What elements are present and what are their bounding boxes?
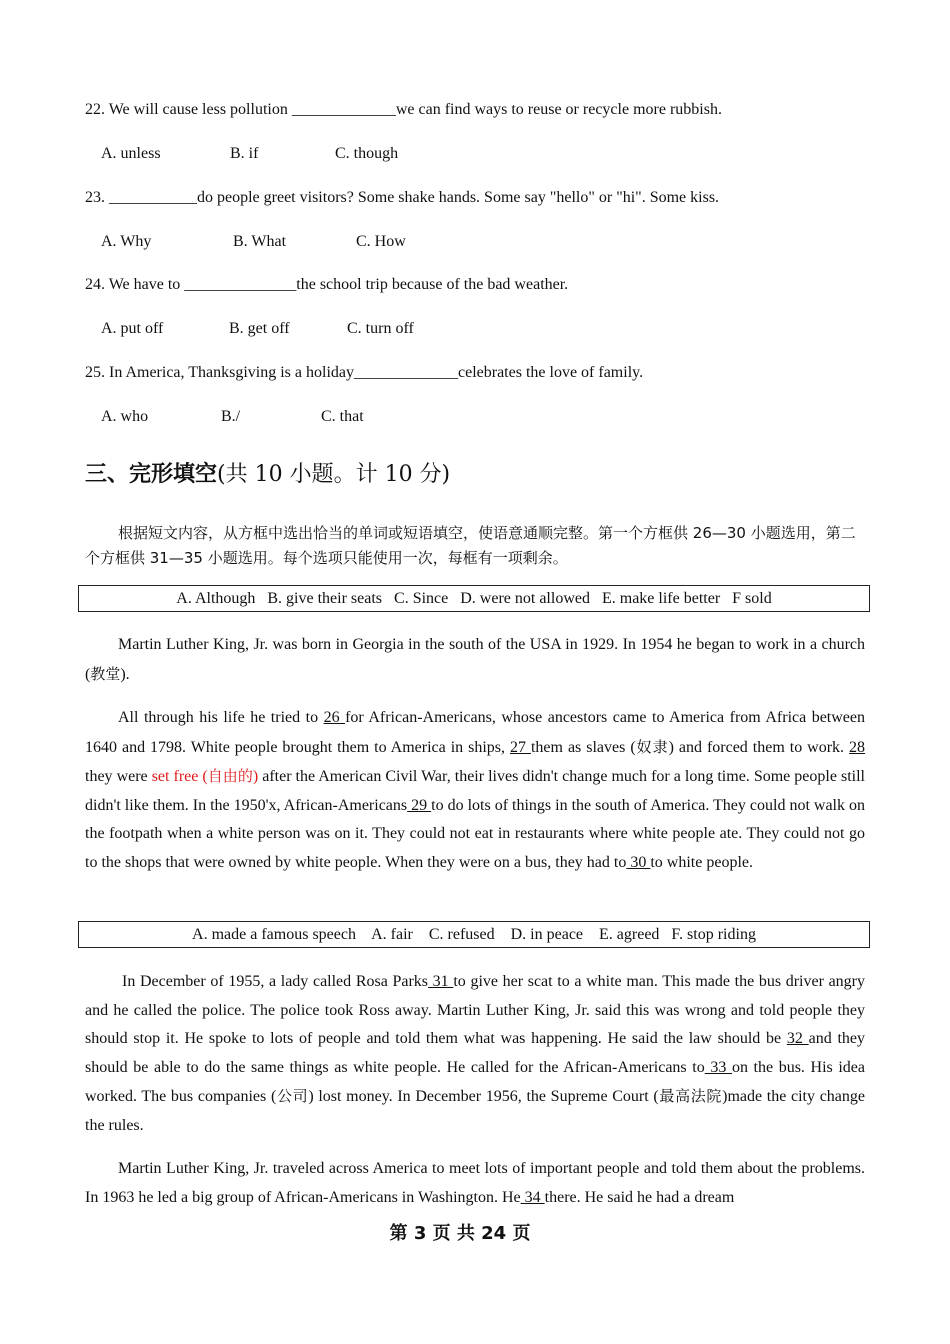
paragraph-3-text: In December of 1955, a lady called Rosa Parks [122, 973, 429, 990]
blank-27: 27 [510, 738, 531, 756]
paragraph-3-chinese-gloss: 公司 [276, 1087, 309, 1105]
paragraph-2-text: to white people. [650, 853, 753, 871]
page-number-footer: 第 3 页 共 24 页 [389, 1223, 531, 1244]
red-annotation [152, 768, 258, 785]
question-24-option-a: A. put off [101, 320, 164, 337]
passage-paragraph-3 [85, 968, 865, 1140]
blank-29: 29 [407, 796, 432, 814]
paragraph-2-text: them as slaves ( [530, 738, 636, 756]
question-25-option-b: B./ [221, 408, 241, 425]
paragraph-3-text: ) lost money. In December 1956, the Supreme Court ( [308, 1088, 659, 1105]
question-24-stem: 24. We have to ______________the school trip because of the bad weather. [85, 276, 569, 293]
question-23-option-a: A. Why [101, 233, 152, 250]
word-box-1: A. Although B. give their seats C. Since D. were not allowed E. make life better F sold [78, 585, 870, 612]
paragraph-3-text: )made the city change the rules. [85, 1088, 865, 1134]
paragraph-2-chinese-gloss: 奴隶 [635, 737, 669, 756]
red-annotation-chinese: 自由的 [207, 767, 253, 785]
blank-31: 31 [428, 973, 454, 990]
blank-30: 30 [626, 853, 651, 871]
blank-26: 26 [323, 709, 346, 726]
red-annotation-text: set free ( [151, 768, 208, 785]
paragraph-2-text: ) and forced them to work. [668, 738, 850, 756]
paragraph-3-chinese-gloss: 最高法院 [658, 1087, 723, 1105]
passage-paragraph-2 [85, 704, 865, 877]
section-heading [85, 459, 450, 490]
question-25-option-a: A. who [101, 408, 149, 425]
question-25-stem: 25. In America, Thanksgiving is a holiday_____________celebrates the love of family. [85, 364, 644, 381]
question-22-option-b: B. if [230, 145, 259, 162]
passage-paragraph-4 [85, 1155, 865, 1212]
section-instructions: 根据短文内容，从方框中选出恰当的单词或短语填空，使语意通顺完整。第一个方框供 26—30 小题选用，第二个方框供 31—35 小题选用。每个选项只能使用一次，每框有一项剩余。 [85, 524, 856, 567]
section-heading-number: 三、完形填空 [85, 462, 218, 487]
blank-32: 32 [786, 1030, 809, 1047]
question-23-stem: 23. ___________do people greet visitors? Some shake hands. Some say "hello" or "hi". Some kiss. [85, 189, 720, 206]
question-24-option-b: B. get off [229, 320, 290, 337]
question-22-stem: 22. We will cause less pollution _____________we can find ways to reuse or recycle more rubbish. [85, 101, 722, 118]
question-22-option-a: A. unless [101, 145, 161, 162]
blank-28: 28 [849, 738, 866, 756]
red-annotation-end: ) [252, 768, 259, 785]
paragraph-2-text: for African-Americans, whose ancestors came to America from Africa between 1640 and 1798. White people brought them to America in ships, [85, 709, 866, 756]
paragraph-2-text: after the American Civil War, their lives didn't change much for a long time. Some people still didn't like them. In the 1950'x, African-Americans [85, 768, 865, 814]
paragraph-1-chinese-gloss: 教堂 [90, 664, 121, 683]
paragraph-3-text: to give her scat to a white man. This made the bus driver angry and he called the police. The police took Ross away. Martin Luther King, Jr. said this was wrong and told people they should stop it. He spoke to lots of people and told them what was happening. He said the law should be [85, 973, 865, 1047]
section-heading-points: (共 10 小题。计 10 分) [217, 462, 451, 487]
question-22-option-c: C. though [335, 145, 399, 162]
paragraph-4-text: Martin Luther King, Jr. traveled across America to meet lots of important people and told them about the problems. In 1963 he led a big group of African-Americans in Washington. He [85, 1160, 865, 1206]
blank-34: 34 [520, 1188, 545, 1206]
question-23-option-c: C. How [356, 233, 406, 250]
question-25-option-c: C. that [321, 408, 364, 425]
question-23-option-b: B. What [233, 233, 287, 250]
word-box-2: A. made a famous speech A. fair C. refused D. in peace E. agreed F. stop riding [78, 921, 870, 948]
paragraph-3-text: and they should be able to do the same things as white people. He called for the African-Americans to [85, 1030, 866, 1076]
paragraph-2-text: to do lots of things in the south of America. They could not walk on the footpath when a white person was on it. They could not eat in restaurants where white people ate. They could not go to the shops that were owned by white people. When they were on a bus, they had to [85, 796, 865, 871]
paragraph-4-text: there. He said he had a dream [544, 1188, 735, 1206]
paragraph-3-text: on the bus. His idea worked. The bus companies ( [85, 1058, 866, 1105]
paragraph-1-end: ). [120, 665, 130, 683]
paragraph-2-text: they were [85, 768, 152, 785]
blank-33: 33 [704, 1058, 732, 1076]
passage-paragraph-1 [85, 631, 865, 689]
paragraph-2-text: All through his life he tried to [118, 709, 324, 726]
paragraph-1-text: Martin Luther King, Jr. was born in Georgia in the south of the USA in 1929. In 1954 he began to work in a church ( [85, 636, 865, 683]
question-24-option-c: C. turn off [347, 320, 414, 337]
